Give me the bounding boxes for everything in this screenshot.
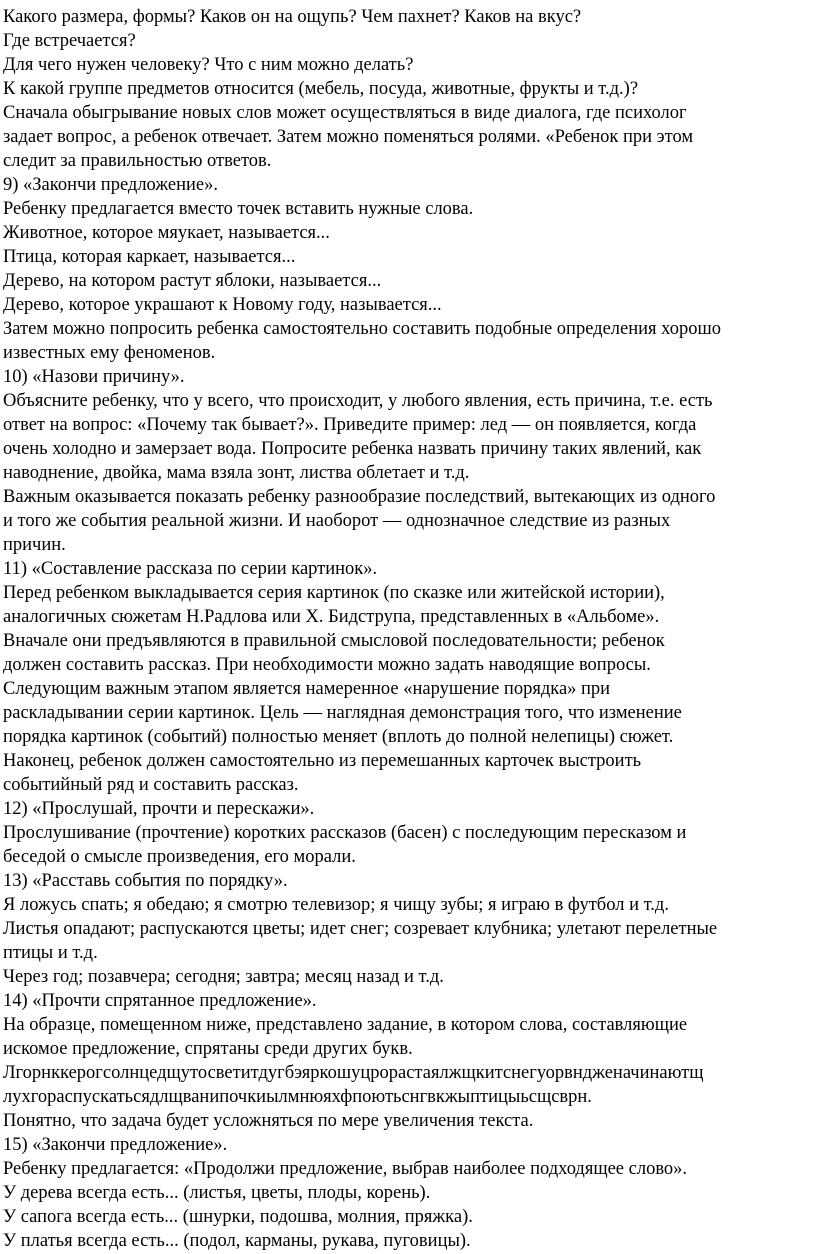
text-line: Следующим важным этапом является намеренное «нарушение порядка» при bbox=[3, 679, 611, 699]
text-line: наводнение, двойка, мама взяла зонт, листва облетает и т.д. bbox=[3, 463, 470, 483]
text-line: беседой о смысле произведения, его морали. bbox=[3, 847, 356, 867]
text-line: аналогичных сюжетам Н.Радлова или Х. Бидструпа, представленных в «Альбоме». bbox=[3, 607, 660, 627]
text-line: Сначала обыгрывание новых слов может осуществляться в виде диалога, где психолог bbox=[3, 103, 687, 123]
section-heading: 12) «Прослушай, прочти и перескажи». bbox=[3, 799, 315, 819]
text-line: задает вопрос, а ребенок отвечает. Затем можно поменяться ролями. «Ребенок при этом bbox=[3, 127, 694, 147]
section-heading: 10) «Назови причину». bbox=[3, 367, 185, 387]
text-line: Листья опадают; распускаются цветы; идет снег; созревает клубника; улетают перелетные bbox=[3, 919, 718, 939]
text-line: искомое предложение, спрятаны среди других букв. bbox=[3, 1039, 413, 1059]
text-line: Где встречается? bbox=[3, 31, 136, 51]
text-line: Вначале они предъявляются в правильной смысловой последовательности; ребенок bbox=[3, 631, 665, 651]
text-line: ответ на вопрос: «Почему так бывает?». Приведите пример: лед — он появляется, когда bbox=[3, 415, 697, 435]
text-line: К какой группе предметов относится (мебель, посуда, животные, фрукты и т.д.)? bbox=[3, 79, 639, 99]
text-line: раскладывании серии картинок. Цель — наглядная демонстрация того, что изменение bbox=[3, 703, 682, 723]
text-line: Я ложусь спать; я обедаю; я смотрю телевизор; я чищу зубы; я играю в футбол и т.д. bbox=[3, 895, 669, 915]
text-line: Какого размера, формы? Каков он на ощупь? Чем пахнет? Каков на вкус? bbox=[3, 7, 582, 27]
text-line: следит за правильностью ответов. bbox=[3, 151, 272, 171]
text-line: событийный ряд и составить рассказ. bbox=[3, 775, 299, 795]
section-heading: 13) «Расставь события по порядку». bbox=[3, 871, 288, 891]
text-line: Объясните ребенку, что у всего, что происходит, у любого явления, есть причина, т.е. есть bbox=[3, 391, 713, 411]
section-heading: 11) «Составление рассказа по серии картинок». bbox=[3, 559, 378, 579]
text-line: Наконец, ребенок должен самостоятельно из перемешанных карточек выстроить bbox=[3, 751, 642, 771]
text-line: У сапога всегда есть... (шнурки, подошва, молния, пряжка). bbox=[3, 1207, 473, 1227]
section-heading: 14) «Прочти спрятанное предложение». bbox=[3, 991, 317, 1011]
section-heading: 9) «Закончи предложение». bbox=[3, 175, 218, 195]
text-line: У платья всегда есть... (подол, карманы, рукава, пуговицы). bbox=[3, 1231, 471, 1251]
text-line: птицы и т.д. bbox=[3, 943, 98, 963]
hidden-sentence-line: Лгорнккерогсолнцедщутосветитдугбэяркошуцрорастаялжщкитснегуорвндженачинаютщ bbox=[3, 1063, 704, 1083]
text-line: и того же события реальной жизни. И наоборот — однозначное следствие из разных bbox=[3, 511, 671, 531]
text-line: Животное, которое мяукает, называется... bbox=[3, 223, 330, 243]
text-line: Дерево, на котором растут яблоки, называется... bbox=[3, 271, 382, 291]
text-line: известных ему феноменов. bbox=[3, 343, 216, 363]
text-line: Понятно, что задача будет усложняться по мере увеличения текста. bbox=[3, 1111, 534, 1131]
text-line: должен составить рассказ. При необходимости можно задать наводящие вопросы. bbox=[3, 655, 651, 675]
section-heading: 15) «Закончи предложение». bbox=[3, 1135, 228, 1155]
text-line: Важным оказывается показать ребенку разнообразие последствий, вытекающих из одного bbox=[3, 487, 716, 507]
text-line: На образце, помещенном ниже, представлено задание, в котором слова, составляющие bbox=[3, 1015, 688, 1035]
text-line: Птица, которая каркает, называется... bbox=[3, 247, 296, 267]
text-line: У дерева всегда есть... (листья, цветы, плоды, корень). bbox=[3, 1183, 431, 1203]
text-line: очень холодно и замерзает вода. Попросите ребенка назвать причину таких явлений, как bbox=[3, 439, 702, 459]
text-line: Ребенку предлагается: «Продолжи предложение, выбрав наиболее подходящее слово». bbox=[3, 1159, 688, 1179]
text-line: Перед ребенком выкладывается серия картинок (по сказке или житейской истории), bbox=[3, 583, 665, 603]
text-line: Ребенку предлагается вместо точек вставить нужные слова. bbox=[3, 199, 474, 219]
text-line: Дерево, которое украшают к Новому году, называется... bbox=[3, 295, 442, 315]
text-line: порядка картинок (событий) полностью меняет (вплоть до полной нелепицы) сюжет. bbox=[3, 727, 674, 747]
text-line: причин. bbox=[3, 535, 66, 555]
hidden-sentence-line: лухгораспускатьсядлщванипочкиылмнюяхфпоютьснгвкжыптицыьсщсврн. bbox=[3, 1087, 592, 1107]
text-line: Для чего нужен человеку? Что с ним можно делать? bbox=[3, 55, 414, 75]
text-line: Через год; позавчера; сегодня; завтра; месяц назад и т.д. bbox=[3, 967, 444, 987]
text-line: Затем можно попросить ребенка самостоятельно составить подобные определения хорошо bbox=[3, 319, 721, 339]
text-line: Прослушивание (прочтение) коротких рассказов (басен) с последующим пересказом и bbox=[3, 823, 687, 843]
